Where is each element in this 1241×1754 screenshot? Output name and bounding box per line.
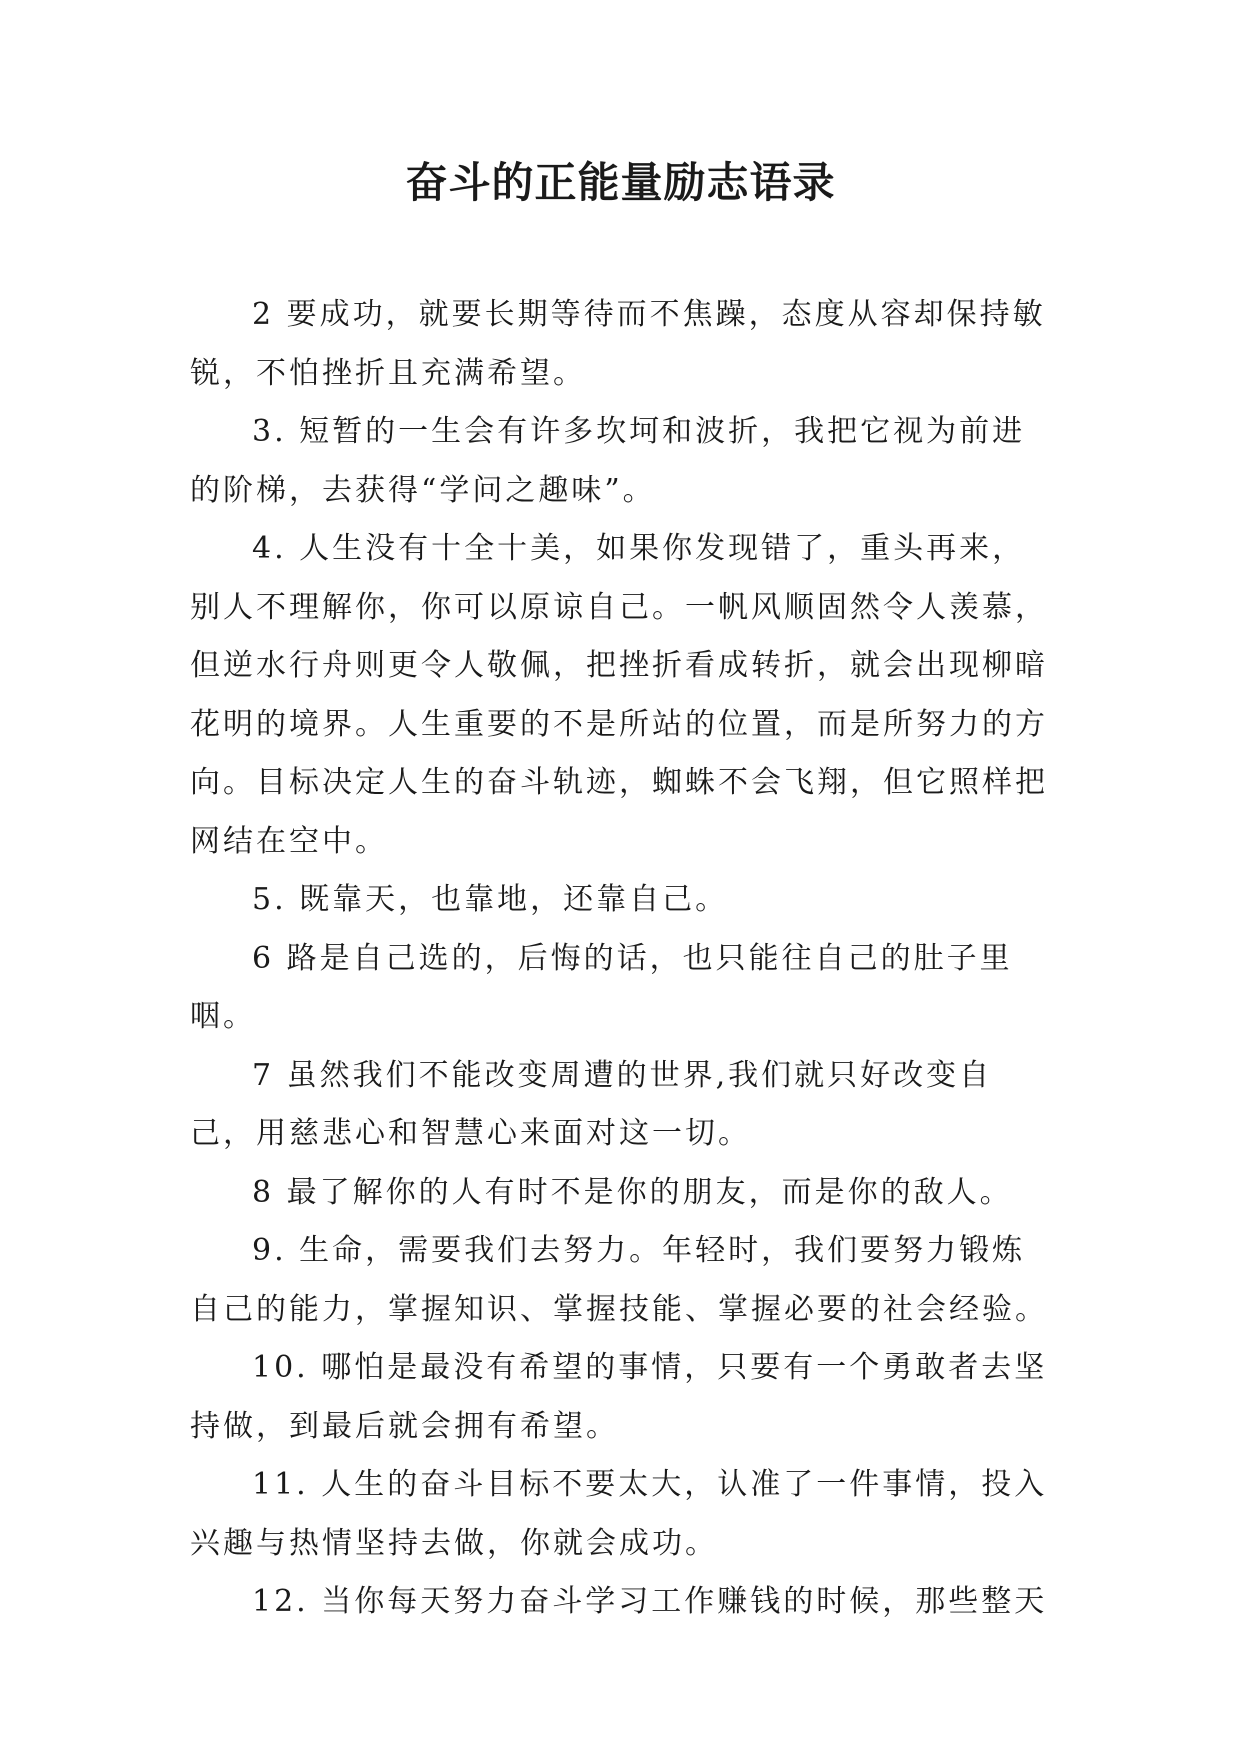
document-body <box>190 286 1050 1632</box>
paragraph-12: 12. 当你每天努力奋斗学习工作赚钱的时候，那些整天 <box>252 1584 1048 1619</box>
paragraph-10: 10. 哪怕是最没有希望的事情，只要有一个勇敢者去坚持做，到最后就会拥有希望。 <box>190 1350 1048 1444</box>
paragraph-3: 3. 短暂的一生会有许多坎坷和波折，我把它视为前进的阶梯，去获得“学问之趣味”。 <box>190 414 1026 508</box>
paragraph-11: 11. 人生的奋斗目标不要太大，认准了一件事情，投入兴趣与热情坚持去做，你就会成功。 <box>190 1467 1048 1561</box>
paragraph-5: 5. 既靠天，也靠地，还靠自己。 <box>252 882 729 917</box>
paragraph-8: 8 最了解你的人有时不是你的朋友，而是你的敌人。 <box>252 1174 1013 1210</box>
page-title: 奋斗的正能量励志语录 <box>405 158 836 207</box>
paragraph-7: 7 虽然我们不能改变周遭的世界,我们就只好改变自己，用慈悲心和智慧心来面对这一切。 <box>190 1057 993 1151</box>
paragraph-6: 6 路是自己选的，后悔的话，也只能往自己的肚子里咽。 <box>190 940 1013 1034</box>
paragraph-2: 2 要成功，就要长期等待而不焦躁，态度从容却保持敏锐，不怕挫折且充满希望。 <box>190 297 1046 391</box>
paragraph-4: 4. 人生没有十全十美，如果你发现错了，重头再来，别人不理解你，你可以原谅自己。一帆风顺固然令人羡慕，但逆水行舟则更令人敬佩，把挫折看成转折，就会出现柳暗花明的境界。人生重要的不是所站的位置，而是所努力的方向。目标决定人生的奋斗轨迹，蜘蛛不会飞翔，但它照样把网结在空中。 <box>190 531 1048 859</box>
paragraph-9: 9. 生命，需要我们去努力。年轻时，我们要努力锻炼自己的能力，掌握知识、掌握技能、掌握必要的社会经验。 <box>190 1233 1048 1327</box>
